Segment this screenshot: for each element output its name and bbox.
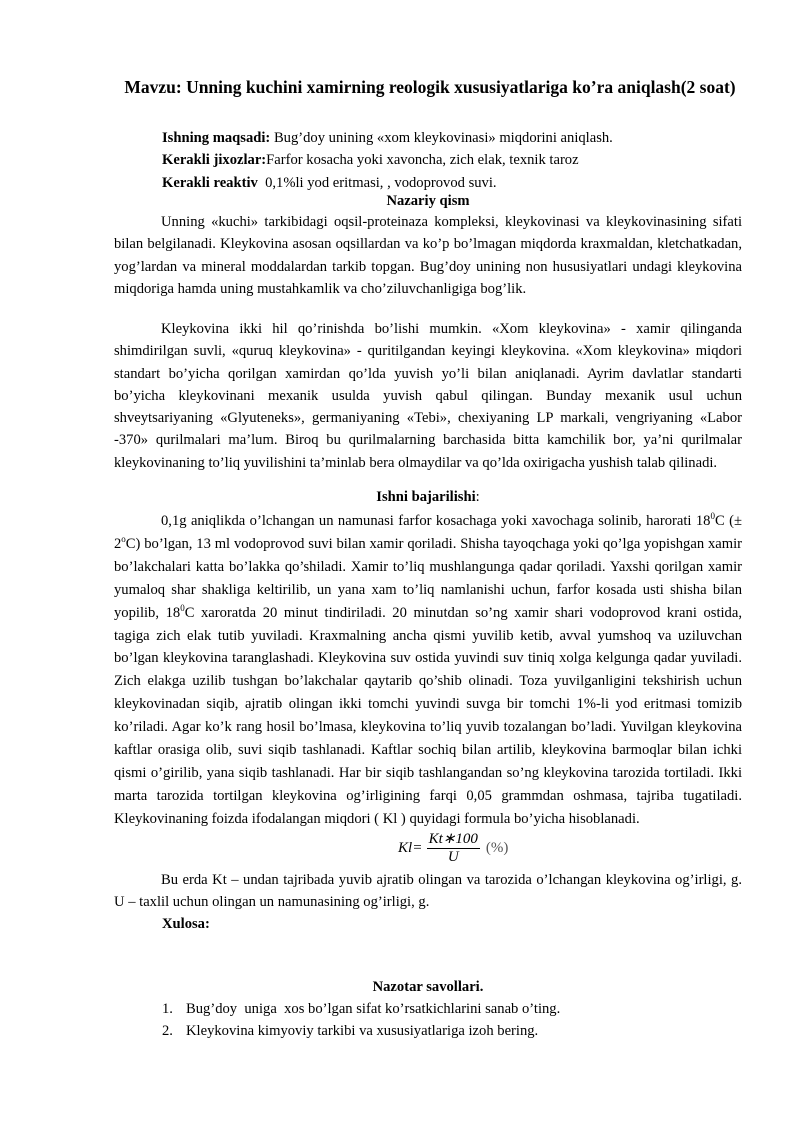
questions-list (162, 998, 722, 1043)
procedure-heading: Ishni bajarilishi (376, 489, 476, 505)
procedure-heading-suffix: : (475, 489, 480, 505)
equipment-text: Farfor kosacha yoki xavoncha, zich elak, texnik taroz (266, 152, 579, 169)
question-number: 1. (162, 1001, 173, 1017)
question-item (162, 998, 722, 1020)
degree-superscript-2: o (121, 533, 126, 544)
theory-paragraph-2: Kleykovina ikki hil qo’rinishda bo’lishi mumkin. «Xom kleykovina» - xamir qilinganda shimdirilgan suvli, «quruq kleykovina» - quritilgandan keyingi kleykovina. «Xom kleykovina» miqdori standart bo’yicha qorilgan xamirdan qo’lda yuvish yo’li bilan aniqlanadi. Ayrim davlatlar standarti bo’yicha kleykovinani mexanik usulda yuvish qabul qilingan. Bunday mexanik usul uchun shveytsariyaning «Glyuteneks», germaniyaning «Tebi», chexiyaning LP markali, vengriyaning «Labor -370» qurilmalari ma’lum. Biroq bu qurilmalarning barchasida bitta kamchilik bor, ya’ni qurilmalar kleykovinaning to’liq yuvilishini ta’minlab bera olmaydilar va qo’lda oxirigacha yushish talab qilinadi. (114, 321, 742, 471)
procedure-paragraph-1 (114, 510, 742, 831)
formula-equals: = (413, 839, 422, 856)
formula-lhs: Kl (398, 839, 413, 856)
meta-block (162, 127, 742, 194)
degree-superscript-3: 0 (180, 602, 185, 613)
procedure-text-a: 0,1g aniqlikda o’lchangan un namunasi farfor kosachaga yoki xavochaga solinib, harorati 18 (161, 513, 711, 529)
degree-superscript-1: 0 (710, 511, 715, 521)
page-title: Mavzu: Unning kuchini xamirning reologik xususiyatlariga ko’ra aniqlash(2 soat) (124, 77, 736, 97)
question-text: Bug’doy uniga xos bo’lgan sifat ko’rsatkichlarini sanab o’ting. (186, 1001, 561, 1017)
formula-numerator: Kt∗100 (428, 830, 478, 847)
formula-denominator: U (447, 848, 459, 865)
question-item (162, 1020, 722, 1042)
procedure-text-d: C xaroratda 20 minut tindiriladi. 20 minutdan so’ng xamir shari vodoprovod krani ostida, tagiga zich elak tutib yuviladi. Kraxmalning ancha qismi yuvilib ketib, avval yumshoq va uziluvchan bo’lgan kleykovina taranglashadi. Kleykovina suv ostida yuvindi suv tiniq xolga kelgunga qadar yuviladi. Zich elakga uzilib tushgan bo’lakchalar qaytarib qo’shib olinadi. Toza yuvilganligini tekshirish uchun kleykovinadan siqib, ajratib olingan ikki tomchi yuvindi suvga bir tomchi 1%-li yod eritmasi tomizib ko’riladi. Agar ko’k rang hosil bo’lmasa, kleykovina to’liq yuvib tozalangan bo’ladi. Yuvilgan kleykovina kaftlar orasiga olib, suvi siqib tashlanadi. Kaftlar sochiq bilan artilib, kleykovina barmoqlar bilan ichki qismi o’girilib, yana siqib tashlanadi. Har bir siqib tashlangandan so’ng kleykovina tarozida tortiladi. Ikki marta tarozida tortilgan kleykovina og’irligining farqi 0,05 grammdan oshmasa, tajriba tugatiladi. Kleykovinaning foizda ifodalangan miqdori ( Kl ) quyidagi formula bo’yicha hisoblanadi. (114, 604, 742, 827)
equipment-label: Kerakli jixozlar: (162, 152, 267, 169)
kleykovina-formula (398, 828, 508, 868)
questions-heading: Nazotar savollari. (372, 979, 484, 995)
goal-label: Ishning maqsadi: (162, 130, 271, 146)
reagent-label: Kerakli reaktiv (162, 174, 258, 191)
conclusion-label: Xulosa: (162, 916, 210, 932)
formula-unit: (%) (485, 839, 509, 856)
question-number: 2. (162, 1023, 173, 1040)
procedure-text-b: C (± 2 (114, 513, 742, 552)
theory-heading: Nazariy qism (386, 193, 470, 209)
reagent-text: 0,1%li yod eritmasi, , vodoprovod suvi. (257, 174, 497, 191)
procedure-heading-line (114, 486, 742, 508)
formula-fraction (427, 831, 480, 866)
goal-line (162, 127, 742, 149)
equipment-line (162, 149, 742, 171)
goal-text: Bug’doy unining «xom kleykovinasi» miqdorini aniqlash. (270, 130, 613, 146)
theory-paragraph-1: Unning «kuchi» tarkibidagi oqsil-proteinaza kompleksi, kleykovinasi va kleykovinasining sifati bilan belgilanadi. Kleykovina asosan oqsillardan va ko’p bo’lmagan miqdorda kraxmaldan, kletchatkadan, yog’lardan va mineral moddalardan tarkib topgan. Bug’doy unining non hususiyatlari undagi kleykovina miqdoriga hamda uning mustahkamlik va cho’ziluvchanligiga bog’lik. (114, 214, 742, 297)
question-text: Kleykovina kimyoviy tarkibi va xususiyatlariga izoh bering. (186, 1023, 539, 1040)
procedure-paragraph-2: Bu erda Kt – undan tajribada yuvib ajratib olingan va tarozida o’lchangan kleykovina og’irligi, g. U – taxlil uchun olingan un namunasining og’irligi, g. (114, 872, 742, 911)
procedure-text-c: C) bo’lgan, 13 ml vodoprovod suvi bilan xamir qoriladi. Shisha tayoqchaga yoki qo’lga yopishgan xamir bo’lakchalari katta bo’lakka qo’shiladi. Xamir to’liq mushlangunga qadar qoriladi. Yaxshi qorilgan xamir yumaloq shar shakliga keltirilib, un yana xam to’liq namlanishi uchun, farfor kosada usti shisha bilan yopilib, 18 (114, 535, 742, 621)
